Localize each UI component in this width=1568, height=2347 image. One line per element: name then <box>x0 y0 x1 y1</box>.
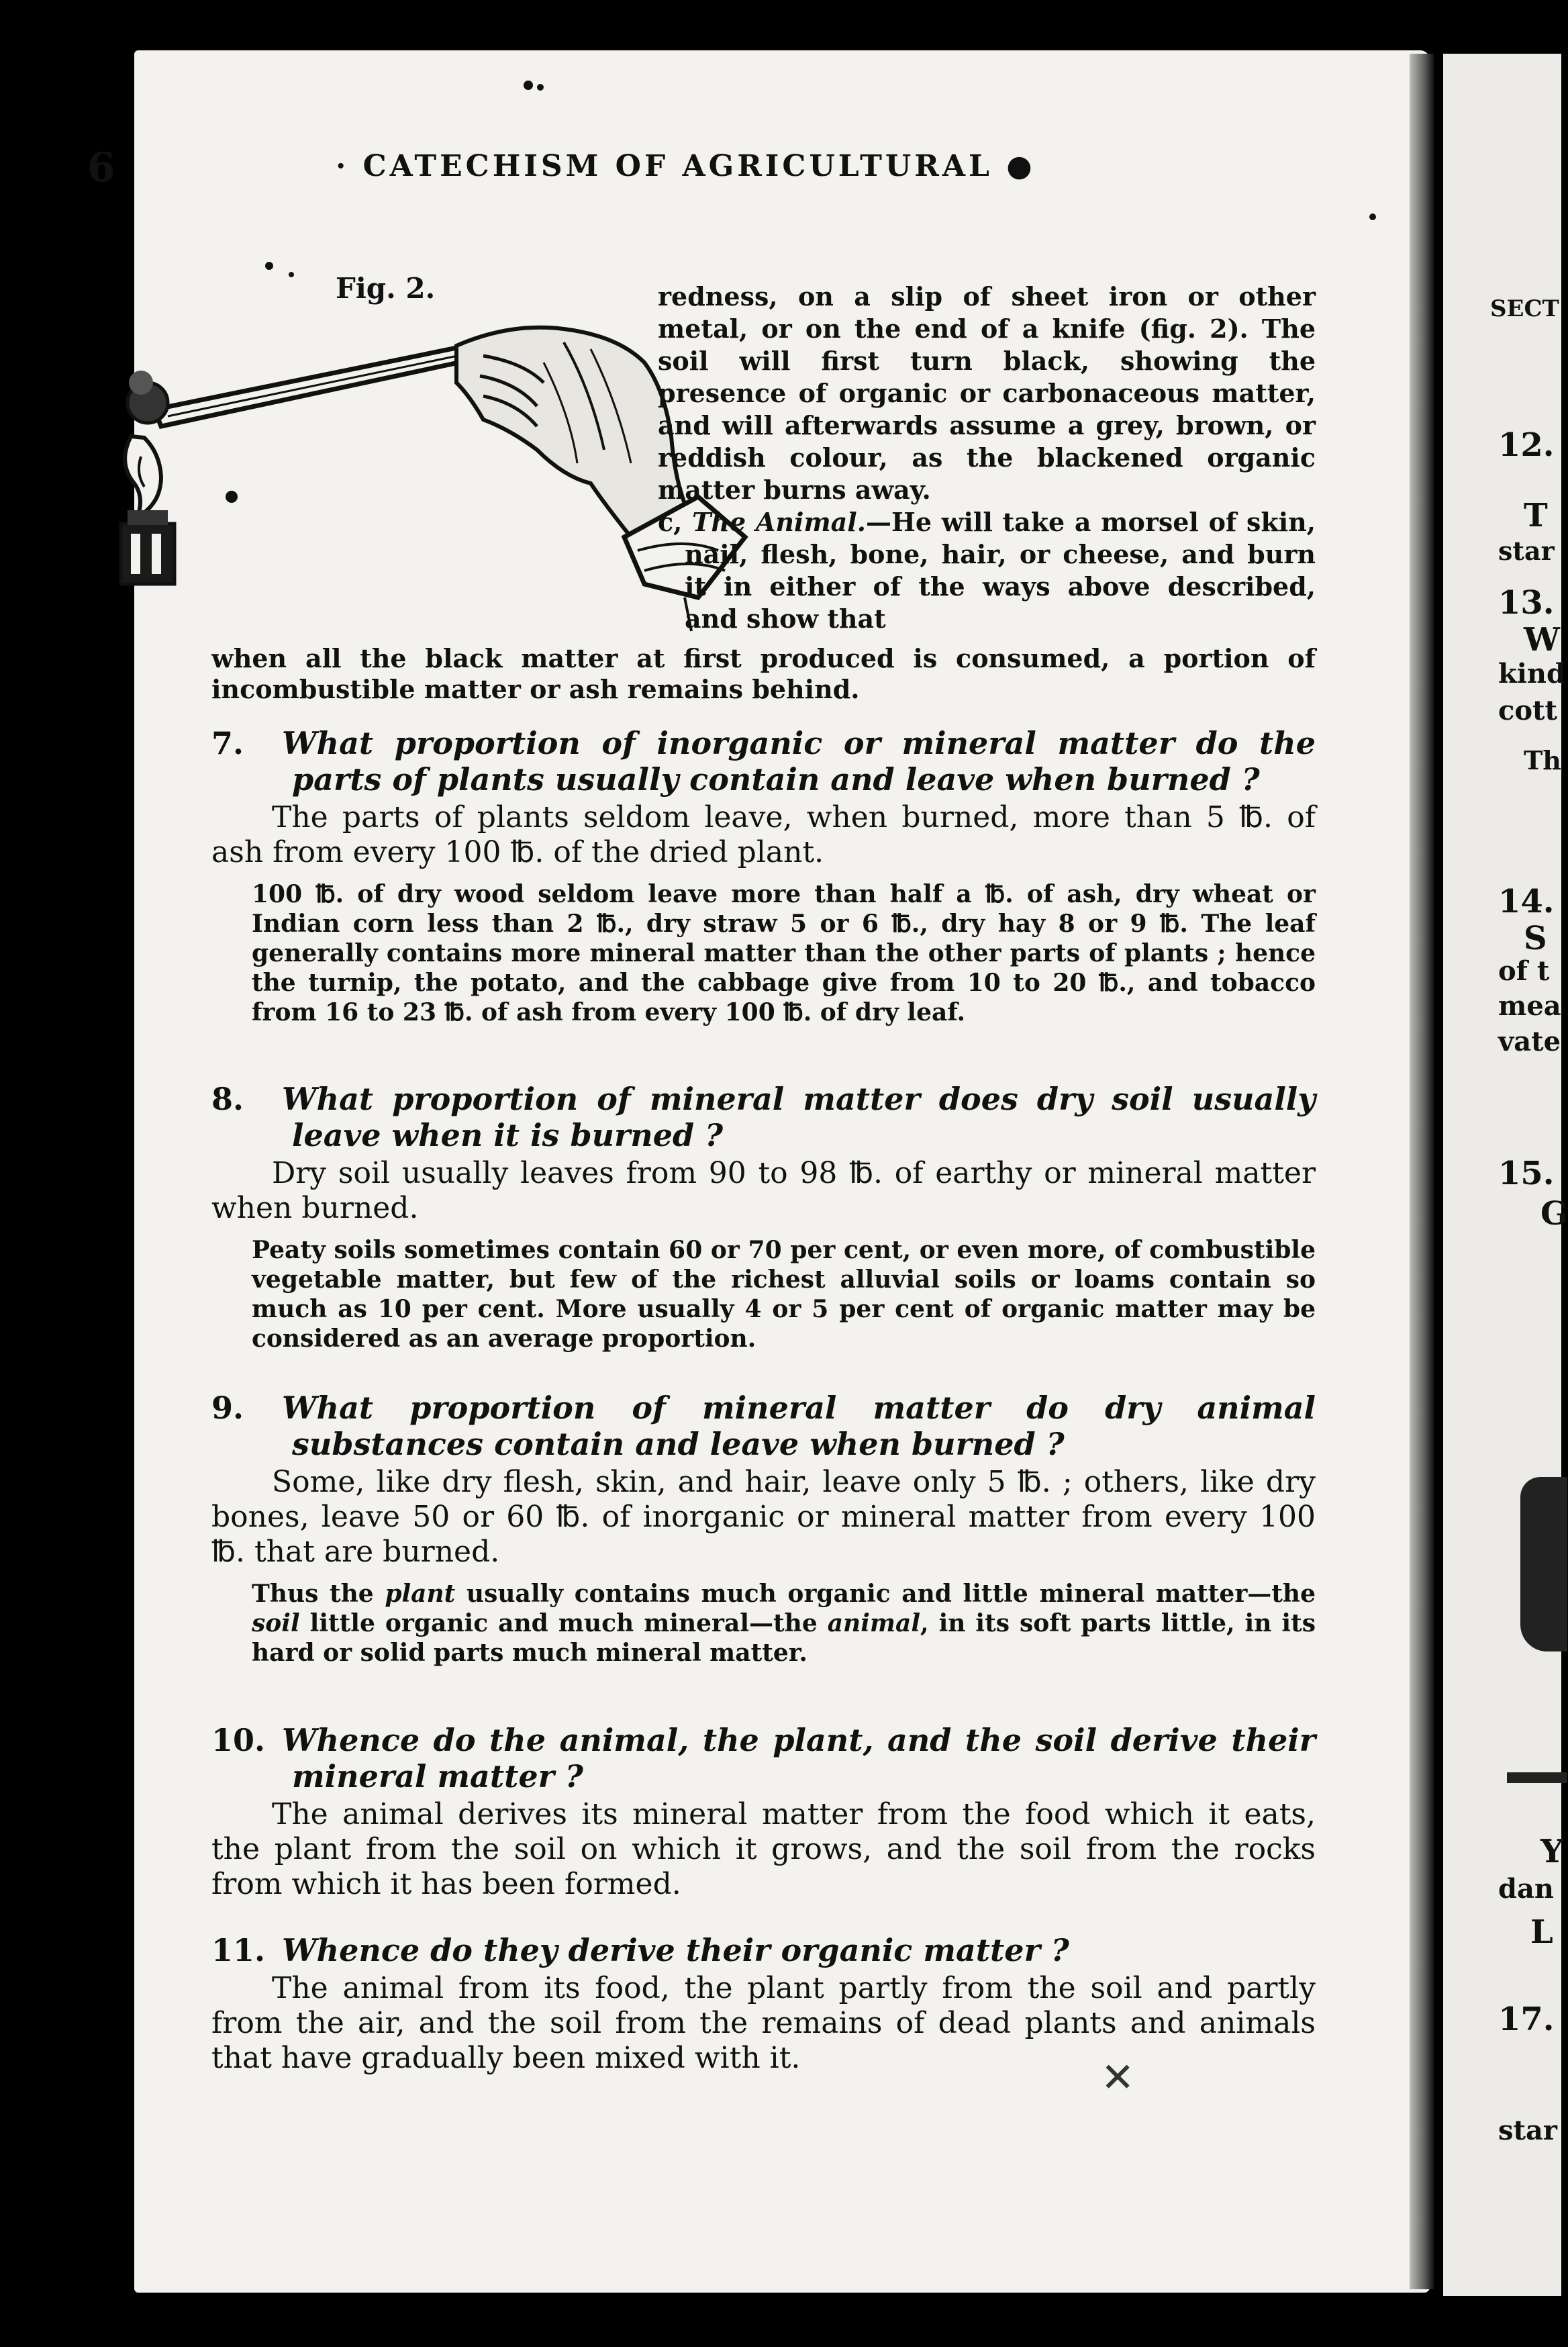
book-gutter <box>1410 54 1434 2289</box>
continuation-text: when all the black matter at first produced is consumed, a portion of incombustible matter or ash remains behind. <box>211 643 1316 704</box>
answer-text: The animal derives its mineral matter from the food which it eats, the plant from the soil on which it grows, and the soil from the rocks from which it has been formed. <box>211 1797 1316 1901</box>
print-speck <box>524 81 533 90</box>
note-part: Thus the <box>252 1580 385 1608</box>
question-body: Whence do they derive their organic matter ? <box>282 1932 1069 1968</box>
question-block-10 <box>211 1722 1316 1902</box>
adjacent-page <box>1443 54 1568 2296</box>
note-emphasis: plant <box>385 1580 456 1608</box>
adjacent-fragment: SECT <box>1490 295 1559 322</box>
answer-text: Some, like dry flesh, skin, and hair, leave only 5 ℔. ; others, like dry bones, leave 50 or 60 ℔. of inorganic or mineral matter from every 100 ℔. that are burned. <box>211 1465 1316 1569</box>
pencil-mark: ✕ <box>1101 2054 1135 2101</box>
page-number: 6 <box>87 144 115 191</box>
c-label: c, <box>658 507 683 537</box>
question-block-7 <box>211 725 1316 1027</box>
adjacent-fragment: vate <box>1498 1026 1561 1057</box>
adjacent-fragment: star <box>1498 2115 1557 2146</box>
figure-caption: Fig. 2. <box>336 272 436 305</box>
figure-side-text <box>658 281 1316 635</box>
question-number: 10. <box>211 1722 266 1758</box>
running-head-text: CATECHISM OF AGRICULTURAL <box>362 149 993 183</box>
question-number: 8. <box>211 1081 244 1117</box>
adjacent-illustration <box>1520 1477 1567 1651</box>
question-block-8 <box>211 1081 1316 1353</box>
question-text <box>211 1081 1316 1153</box>
question-text <box>211 725 1316 798</box>
adjacent-fragment: Y <box>1540 1833 1564 1870</box>
answer-text: The animal from its food, the plant partly from the soil and partly from the air, and the soil from the remains of dead plants and animals that have gradually been mixed with it. <box>211 1971 1316 2075</box>
c-title: The Animal. <box>692 507 866 537</box>
question-body: Whence do the animal, the plant, and the soil derive their mineral matter ? <box>282 1722 1316 1794</box>
adjacent-fragment: 12. <box>1498 426 1555 464</box>
question-text <box>211 1932 1316 1968</box>
question-block-9 <box>211 1390 1316 1668</box>
note-text <box>211 1579 1316 1668</box>
print-speck <box>265 262 273 270</box>
adjacent-fragment: star <box>1498 536 1555 566</box>
adjacent-fragment: cott <box>1498 695 1557 726</box>
adjacent-fragment: S <box>1524 920 1547 957</box>
adjacent-fragment: 17. <box>1498 2001 1555 2038</box>
note-part: , in its soft parts little, in its hard or solid parts much mineral matter. <box>252 1609 1316 1667</box>
c-text: —He will take a morsel of skin, nail, flesh, bone, hair, or cheese, and burn it in either of the ways above described, and show that <box>685 507 1316 634</box>
side-paragraph-animal <box>658 506 1316 635</box>
hand-holding-knife-over-flame-icon <box>107 282 752 644</box>
note-text: 100 ℔. of dry wood seldom leave more than half a ℔. of ash, dry wheat or Indian corn less than 2 ℔., dry straw 5 or 6 ℔., dry hay 8 or 9 ℔. The leaf generally contains more mineral matter than the other parts of plants ; hence the turnip, the potato, and the cabbage give from 10 to 20 ℔., and tobacco from 16 to 23 ℔. of ash from every 100 ℔. of dry leaf. <box>252 880 1316 1026</box>
adjacent-fragment: 14. <box>1498 883 1555 920</box>
adjacent-fragment: G <box>1540 1195 1568 1233</box>
note-emphasis: animal <box>827 1609 921 1637</box>
side-paragraph: redness, on a slip of sheet iron or other metal, or on the end of a knife (fig. 2). The soil will first turn black, showing the presence of organic or carbonaceous matter, and will afterwards assume a grey, brown, or reddish colour, as the blackened organic matter burns away. <box>658 281 1316 505</box>
question-body: What proportion of mineral matter do dry animal substances contain and leave when burned ? <box>282 1390 1316 1462</box>
scan-border-top <box>0 0 1561 47</box>
adjacent-illustration <box>1507 1772 1567 1783</box>
question-body: What proportion of inorganic or mineral matter do the parts of plants usually contain and leave when burned ? <box>282 725 1316 798</box>
note-text: Peaty soils sometimes contain 60 or 70 per cent, or even more, of combustible vegetable matter, but few of the richest alluvial soils or loams contain so much as 10 per cent. More usually 4 or 5 per cent of organic matter may be considered as an average proportion. <box>252 1236 1316 1353</box>
question-text <box>211 1390 1316 1462</box>
adjacent-fragment: 13. <box>1498 584 1555 622</box>
adjacent-fragment: Th <box>1524 745 1561 775</box>
adjacent-fragment: mea <box>1498 990 1561 1022</box>
print-speck <box>289 272 294 277</box>
print-speck <box>537 84 544 91</box>
adjacent-fragment: T <box>1524 497 1548 534</box>
adjacent-fragment: 15. <box>1498 1155 1555 1192</box>
running-head: · CATECHISM OF AGRICULTURAL ● <box>336 149 1036 183</box>
question-text <box>211 1722 1316 1794</box>
note-emphasis: soil <box>252 1609 300 1637</box>
question-body: What proportion of mineral matter does dry soil usually leave when it is burned ? <box>282 1081 1316 1153</box>
adjacent-fragment: W <box>1524 621 1560 659</box>
adjacent-fragment: kind <box>1498 658 1565 689</box>
answer-text: Dry soil usually leaves from 90 to 98 ℔. of earthy or mineral matter when burned. <box>211 1156 1316 1225</box>
question-number: 11. <box>211 1932 266 1968</box>
scan-border-bottom <box>0 2296 1561 2347</box>
note-part: little organic and much mineral—the <box>299 1609 828 1637</box>
answer-text: The parts of plants seldom leave, when burned, more than 5 ℔. of ash from every 100 ℔. of the dried plant. <box>211 800 1316 869</box>
note-part: usually contains much organic and little mineral matter—the <box>455 1580 1316 1608</box>
question-number: 9. <box>211 1390 244 1426</box>
question-block-11 <box>211 1932 1316 2076</box>
adjacent-fragment: dan <box>1498 1873 1554 1905</box>
question-number: 7. <box>211 725 244 761</box>
print-speck <box>1369 213 1376 220</box>
adjacent-fragment: of t <box>1498 955 1550 987</box>
adjacent-fragment: L <box>1530 1913 1553 1951</box>
